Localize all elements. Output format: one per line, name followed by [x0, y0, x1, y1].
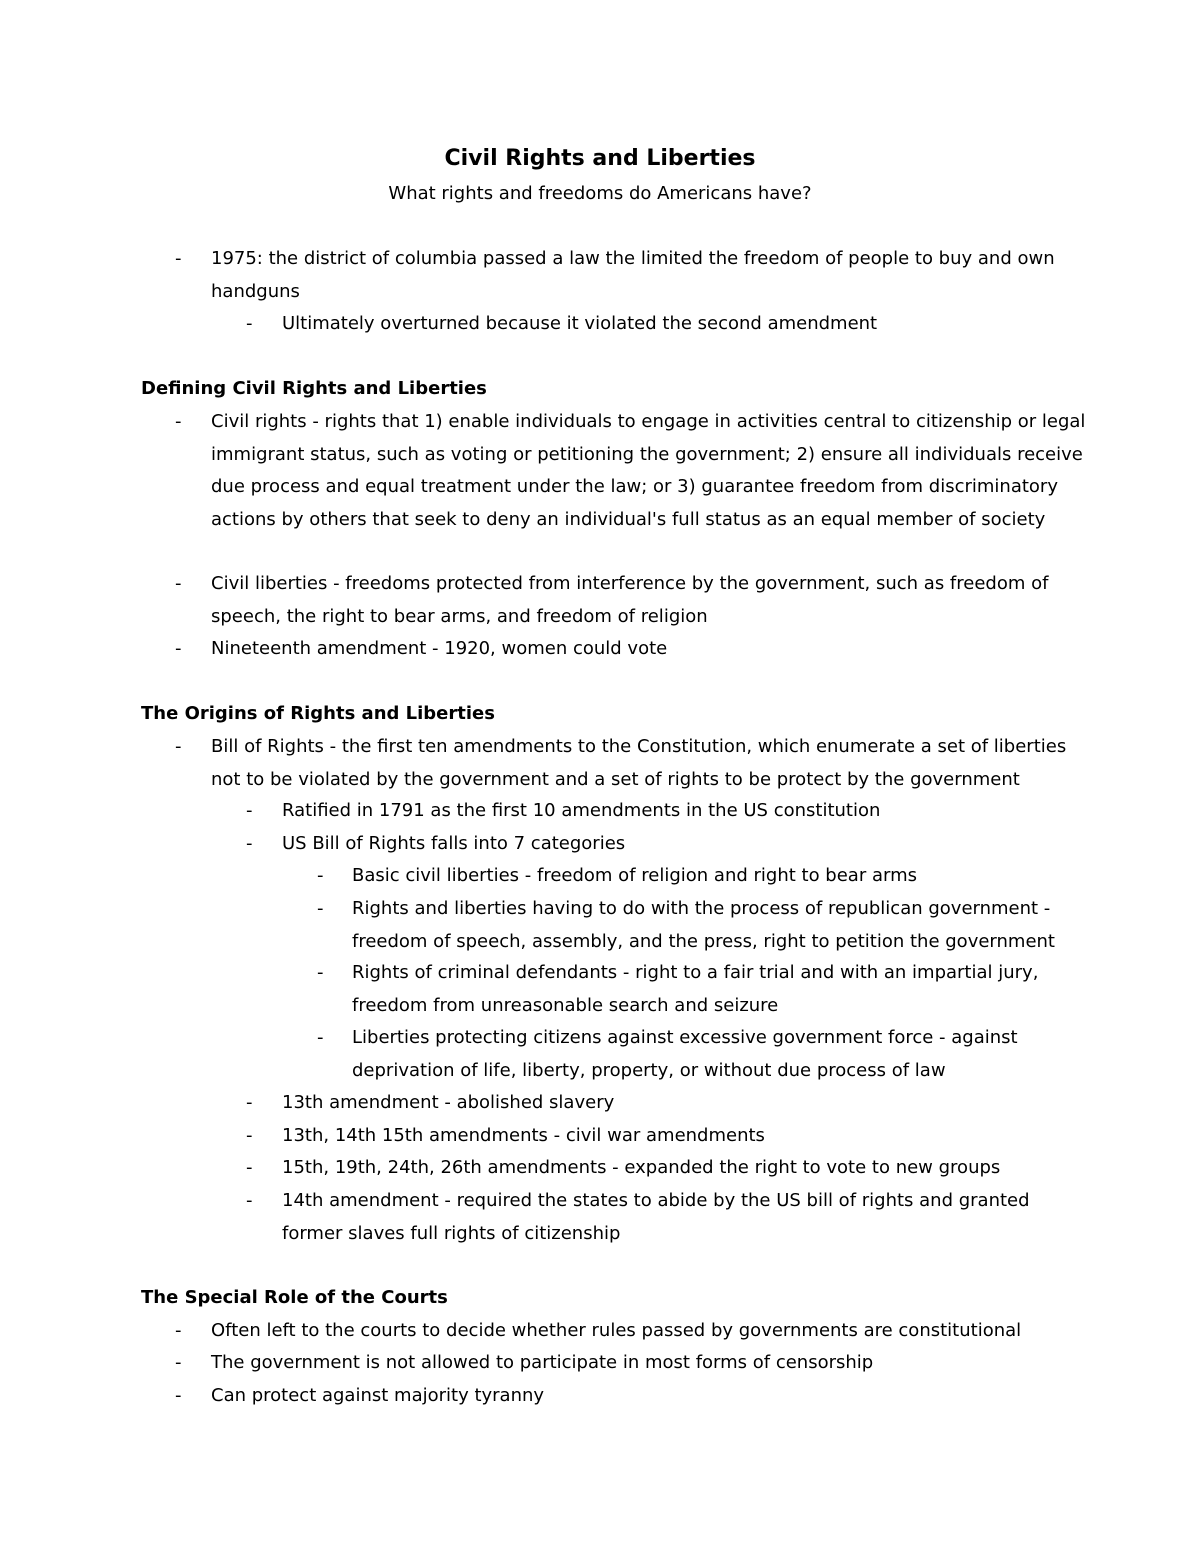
bullet-dash: - — [317, 1027, 324, 1048]
bullet-dash: - — [175, 1385, 182, 1406]
bullet-dash: - — [175, 638, 182, 659]
page-title: Civil Rights and Liberties — [444, 146, 756, 171]
list-item-text: Basic civil liberties - freedom of religion and right to bear arms — [352, 865, 917, 886]
bullet-dash: - — [175, 573, 182, 594]
page-subtitle: What rights and freedoms do Americans have? — [388, 183, 812, 204]
section-heading: The Origins of Rights and Liberties — [141, 703, 495, 724]
list-item-text: Civil liberties - freedoms protected from interference by the government, such as freedom of speech, the right to bear arms, and freedom of religion — [211, 573, 1049, 627]
list-item-text: Nineteenth amendment - 1920, women could vote — [211, 638, 668, 659]
list-item-text: 14th amendment - required the states to abide by the US bill of rights and granted former slaves full rights of citizenship — [282, 1190, 1030, 1244]
bullet-dash: - — [175, 1320, 182, 1341]
bullet-dash: - — [175, 411, 182, 432]
bullet-dash: - — [246, 1157, 253, 1178]
bullet-dash: - — [317, 962, 324, 983]
list-item-text: 1975: the district of columbia passed a law the limited the freedom of people to buy and own handguns — [211, 248, 1055, 302]
bullet-dash: - — [175, 736, 182, 757]
bullet-dash: - — [175, 248, 182, 269]
list-item-text: Rights and liberties having to do with the process of republican government - freedom of speech, assembly, and the press, right to petition the government — [352, 898, 1055, 952]
list-item-text: Civil rights - rights that 1) enable individuals to engage in activities central to citizenship or legal immigrant status, such as voting or petitioning the government; 2) ensure all individuals receive due process and equal treatment under the law; or 3) guarantee freedom from discriminatory actions by others that seek to deny an individual's full status as an equal member of society — [211, 411, 1086, 530]
section-heading: The Special Role of the Courts — [141, 1287, 448, 1308]
bullet-dash: - — [175, 1352, 182, 1373]
list-item-text: Liberties protecting citizens against excessive government force - against deprivation of life, liberty, property, or without due process of law — [352, 1027, 1018, 1081]
list-item-text: 15th, 19th, 24th, 26th amendments - expanded the right to vote to new groups — [282, 1157, 1001, 1178]
list-item-text: 13th, 14th 15th amendments - civil war amendments — [282, 1125, 765, 1146]
bullet-dash: - — [246, 313, 253, 334]
list-item-text: US Bill of Rights falls into 7 categories — [282, 833, 626, 854]
bullet-dash: - — [246, 1190, 253, 1211]
bullet-dash: - — [317, 865, 324, 886]
bullet-dash: - — [246, 800, 253, 821]
list-item-text: 13th amendment - abolished slavery — [282, 1092, 615, 1113]
list-item-text: Rights of criminal defendants - right to a fair trial and with an impartial jury, freedom from unreasonable search and seizure — [352, 962, 1039, 1016]
list-item-text: Bill of Rights - the first ten amendments to the Constitution, which enumerate a set of liberties not to be violated by the government and a set of rights to be protect by the government — [211, 736, 1067, 790]
list-item-text: The government is not allowed to participate in most forms of censorship — [211, 1352, 874, 1373]
bullet-dash: - — [246, 1125, 253, 1146]
list-item-text: Can protect against majority tyranny — [211, 1385, 545, 1406]
list-item-text: Ratified in 1791 as the first 10 amendments in the US constitution — [282, 800, 881, 821]
list-item-text: Often left to the courts to decide whether rules passed by governments are constitutional — [211, 1320, 1022, 1341]
bullet-dash: - — [317, 898, 324, 919]
list-item-text: Ultimately overturned because it violated the second amendment — [282, 313, 878, 334]
bullet-dash: - — [246, 1092, 253, 1113]
section-heading: Defining Civil Rights and Liberties — [141, 378, 487, 399]
bullet-dash: - — [246, 833, 253, 854]
